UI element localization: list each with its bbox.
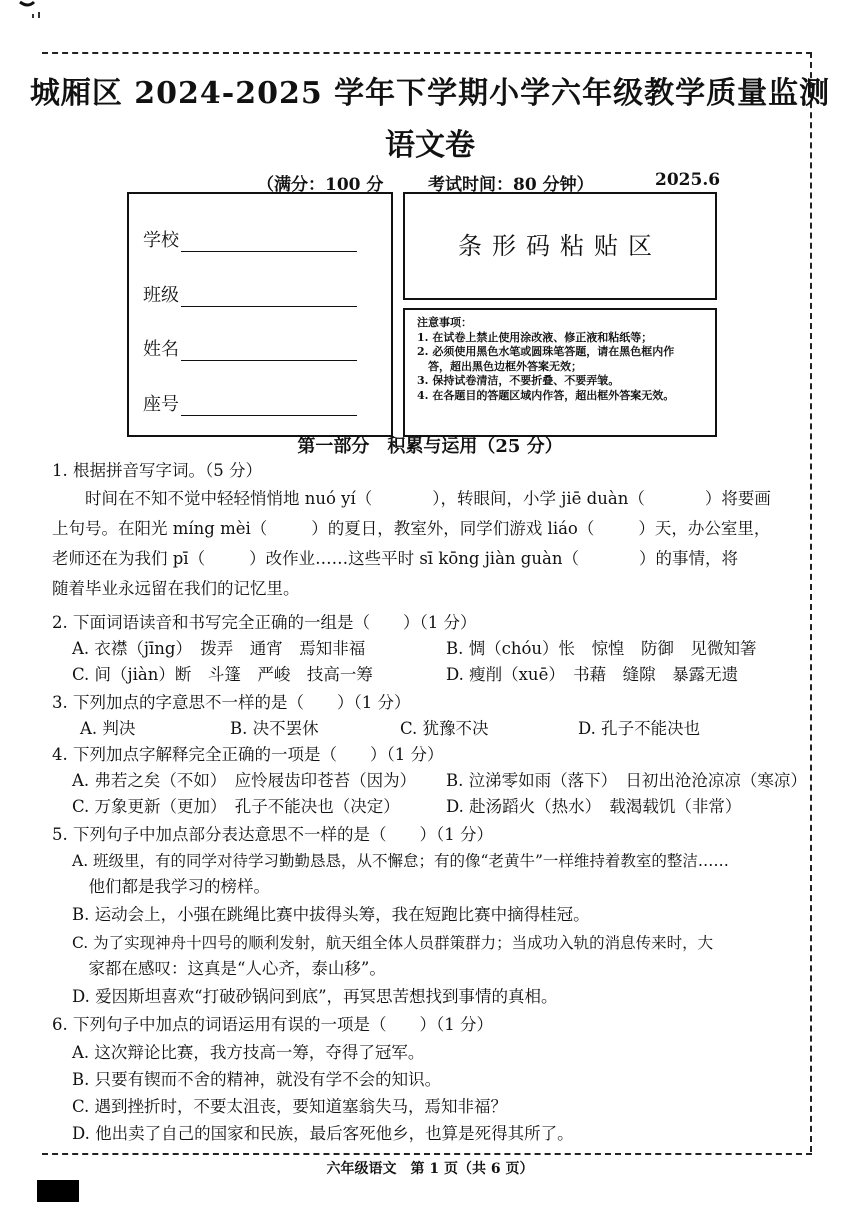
q1-text: 老师还在为我们 pī（ (52, 549, 206, 568)
name-line[interactable] (181, 342, 357, 361)
bottom-dashed-border (42, 1153, 812, 1155)
seat-line[interactable] (181, 397, 357, 416)
notes-item: 2. 必须使用黑色水笔或圆珠笔答题，请在黑色框内作 (417, 345, 675, 358)
student-info-box (127, 192, 393, 437)
scan-anchor-block (37, 1180, 79, 1202)
q1-text: ），转眼间，小学 jiē duàn（ (432, 489, 645, 508)
q4-option-b[interactable]: B. 泣涕零如雨（落下） 日初出沧沧凉凉（寒凉） (446, 771, 807, 790)
q5-option-d[interactable]: D. 爱因斯坦喜欢“打破砂锅问到底”，再冥思苦想找到事情的真相。 (72, 987, 558, 1006)
exam-time: 考试时间：80 分钟） (428, 175, 594, 195)
seat-label: 座号 (143, 394, 179, 415)
q4-option-d[interactable]: D. 赴汤蹈火（热水） 载渴载饥（非常） (446, 797, 742, 816)
q1-text: 时间在不知不觉中轻轻悄悄地 nuó yí（ (52, 489, 373, 508)
class-label: 班级 (143, 285, 179, 306)
q1-passage (52, 484, 802, 604)
school-field[interactable] (143, 226, 357, 252)
full-score: （满分：100 分 (257, 175, 384, 195)
q2-option-b[interactable]: B. 惆（chóu）怅 惊惶 防御 见微知箸 (446, 639, 757, 658)
page-footer: 六年级语文 第 1 页（共 6 页） (326, 1161, 534, 1177)
seat-field[interactable] (143, 390, 357, 416)
q4-stem: 4. 下列加点字解释完全正确的一项是（ ）（1 分） (52, 745, 444, 764)
q5-option-b[interactable]: B. 运动会上，小强在跳绳比赛中拔得头筹，我在短跑比赛中摘得桂冠。 (72, 905, 590, 924)
q4-option-a[interactable]: A. 弗若之矣（不如） 应怜屐齿印苍苔（因为） (72, 771, 417, 790)
q4-option-c[interactable]: C. 万象更新（更加） 孔子不能决也（决定） (72, 797, 400, 816)
q1-line-1 (52, 484, 802, 514)
section-1-title: 第一部分 积累与运用（25 分） (297, 436, 563, 457)
school-label: 学校 (143, 230, 179, 251)
q3-option-c[interactable]: C. 犹豫不决 (400, 719, 489, 738)
q1-text: ）的夏日，教室外，同学们游戏 liáo（ (311, 519, 595, 538)
q1-stem: 1. 根据拼音写字词。（5 分） (52, 461, 262, 480)
q3-option-b[interactable]: B. 决不罢休 (230, 719, 319, 738)
q1-text: 上句号。在阳光 míng mèi（ (52, 519, 268, 538)
barcode-area: 条形码粘贴区 (403, 192, 717, 300)
q1-line-4 (52, 574, 802, 604)
q5-option-a[interactable]: A. 班级里，有的同学对待学习勤勤恳恳，从不懈怠；有的像“老黄牛”一样维持着教室的整洁…… (72, 852, 729, 870)
q3-option-d[interactable]: D. 孔子不能决也 (578, 719, 701, 738)
q6-option-a[interactable]: A. 这次辩论比赛，我方技高一筹，夺得了冠军。 (72, 1043, 425, 1062)
class-line[interactable] (181, 288, 357, 307)
school-line[interactable] (181, 233, 357, 252)
q6-option-b[interactable]: B. 只要有锲而不舍的精神，就没有学不会的知识。 (72, 1070, 442, 1089)
notes-item: 3. 保持试卷清洁，不要折叠、不要弄皱。 (417, 374, 620, 387)
notes-item: 答，超出黑色边框外答案无效； (417, 359, 582, 373)
q6-stem: 6. 下列句子中加点的词语运用有误的一项是（ ）（1 分） (52, 1015, 493, 1034)
scan-mark-icon (18, 0, 44, 22)
q1-line-3 (52, 544, 802, 574)
class-field[interactable] (143, 281, 357, 307)
right-dashed-border (810, 52, 812, 1152)
q2-option-c[interactable]: C. 间（jiàn）断 斗篷 严峻 技高一筹 (72, 665, 373, 684)
notes-item: 4. 在各题目的答题区域内作答，超出框外答案无效。 (417, 388, 675, 402)
q1-text: ）的事情，将 (638, 549, 738, 568)
notes-item: 1. 在试卷上禁止使用涂改液、修正液和粘纸等； (417, 330, 653, 344)
q5-option-a-cont: 他们都是我学习的榜样。 (72, 877, 270, 896)
q3-option-a[interactable]: A. 判决 (80, 719, 136, 738)
notes-box (403, 308, 717, 437)
q2-option-a[interactable]: A. 衣襟（jīng） 拨弄 通宵 焉知非福 (72, 639, 366, 658)
q5-option-c[interactable]: C. 为了实现神舟十四号的顺利发射，航天组全体人员群策群力；当成功入轨的消息传来时，大 (72, 934, 714, 952)
exam-date: 2025.6 (655, 170, 721, 190)
q6-option-d[interactable]: D. 他出卖了自己的国家和民族，最后客死他乡，也算是死得其所了。 (72, 1124, 574, 1143)
q2-stem: 2. 下面词语读音和书写完全正确的一组是（ ）（1 分） (52, 613, 477, 632)
q1-text: ）天，办公室里， (638, 519, 771, 538)
name-field[interactable] (143, 335, 357, 361)
q2-option-d[interactable]: D. 瘦削（xuē） 书藉 缝隙 暴露无遗 (446, 665, 739, 684)
q1-text: ）改作业……这些平时 sī kōng jiàn guàn（ (249, 549, 579, 568)
q1-line-2 (52, 514, 802, 544)
q1-text: ）将要画 (704, 489, 771, 508)
exam-title: 城厢区 2024-2025 学年下学期小学六年级教学质量监测 (29, 76, 831, 111)
q6-option-c[interactable]: C. 遇到挫折时，不要太沮丧，要知道塞翁失马，焉知非福？ (72, 1097, 508, 1116)
top-dashed-border (42, 52, 812, 54)
q1-text: 随着毕业永远留在我们的记忆里。 (52, 579, 300, 598)
exam-subtitle: 语文卷 (385, 128, 475, 163)
notes-heading: 注意事项： (417, 316, 472, 329)
q3-stem: 3. 下列加点的字意思不一样的是（ ）（1 分） (52, 693, 411, 712)
name-label: 姓名 (143, 339, 179, 360)
q5-stem: 5. 下列句子中加点部分表达意思不一样的是（ ）（1 分） (52, 825, 493, 844)
q5-option-c-cont: 家都在感叹：这真是“人心齐，泰山移”。 (72, 959, 386, 978)
